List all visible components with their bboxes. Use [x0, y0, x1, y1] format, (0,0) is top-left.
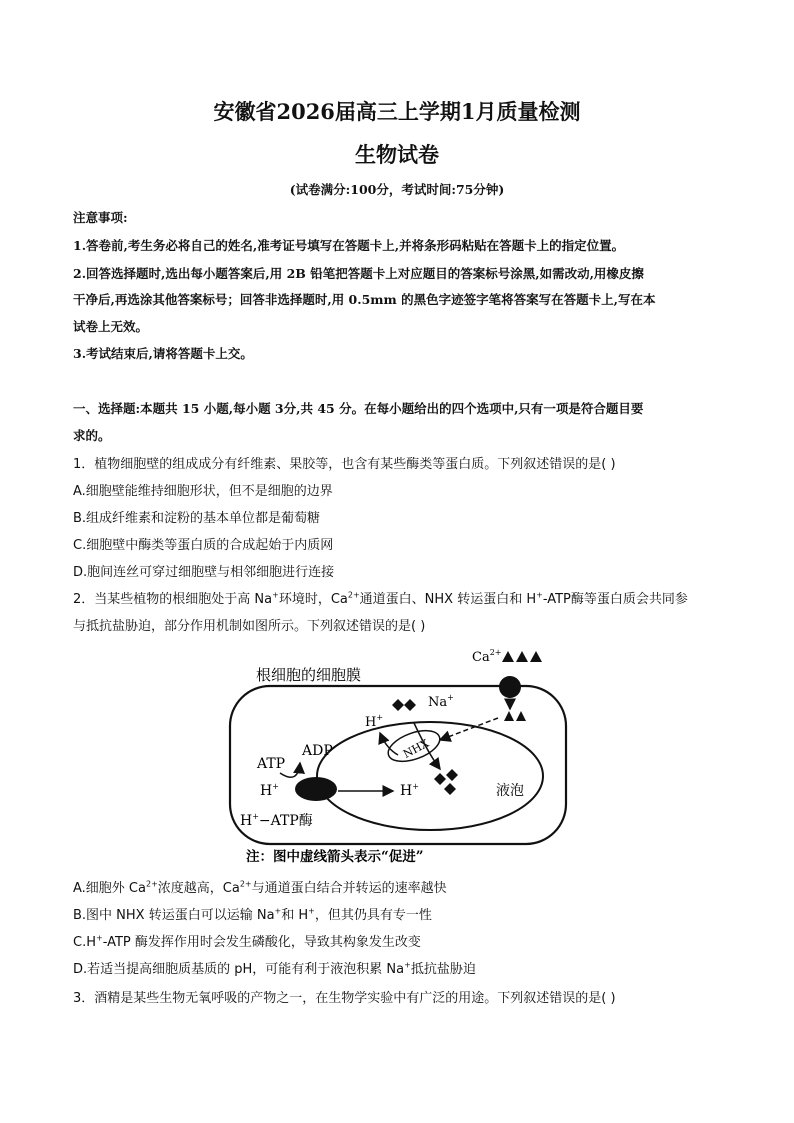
na-ions-vacuole — [434, 769, 458, 795]
h-atpase-protein — [295, 777, 337, 801]
ca-channel-protein — [499, 676, 521, 698]
h-ion-left-label: H+ — [260, 782, 279, 799]
ca-ions-inside — [504, 711, 526, 721]
note-2-line-1: 2.回答选择题时,选出每小题答案后,用 2B 铅笔把答题卡上对应题目的答案标号涂黑,如需改动,用橡皮擦 — [73, 266, 644, 281]
note-3: 3.考试结束后,请将答题卡上交。 — [73, 346, 253, 361]
q1-option-a: A.细胞壁能维持细胞形状，但不是细胞的边界 — [73, 484, 333, 499]
q1-option-b: B.组成纤维素和淀粉的基本单位都是葡萄糖 — [73, 511, 321, 526]
h-ion-cytosol-label: H+ — [365, 713, 384, 730]
section-heading-line-2: 求的。 — [73, 428, 111, 443]
diagram-note: 注：图中虚线箭头表示“促进” — [246, 849, 424, 863]
membrane-label: 根细胞的细胞膜 — [256, 666, 362, 684]
note-2-line-2: 干净后,再选涂其他答案标号；回答非选择题时,用 0.5mm 的黑色字迹签字笔将答案写在答题卡上,写在本 — [73, 292, 656, 307]
exam-title: 安徽省2026届高三上学期1月质量检测 — [213, 99, 581, 124]
exam-subject: 生物试卷 — [355, 142, 439, 167]
q2-option-a: A.细胞外 $Ca^{2+}$浓度越高，$Ca^{2+}$与通道蛋白结合并转运的速率越快 — [73, 879, 447, 896]
q1-option-d: D.胞间连丝可穿过细胞壁与相邻细胞进行连接 — [73, 565, 335, 580]
vacuole-label: 液泡 — [496, 783, 524, 799]
na-label: Na+ — [428, 693, 454, 710]
q1-stem: 1．植物细胞壁的组成成分有纤维素、果胶等，也含有某些酶类等蛋白质。下列叙述错误的是( ) — [73, 457, 616, 472]
q2-option-d: D.若适当提高细胞质基质的 pH，可能有利于液泡积累 Na+抵抗盐胁迫 — [73, 960, 476, 977]
na-ions-cytosol — [392, 699, 416, 711]
q2-stem-line-2: 与抵抗盐胁迫，部分作用机制如图所示。下列叙述错误的是( ) — [73, 619, 426, 634]
note-1: 1.答卷前,考生务必将自己的姓名,准考证号填写在答题卡上,并将条形码粘贴在答题卡上的指定位置。 — [73, 238, 625, 253]
q2-option-c: C.H+-ATP 酶发挥作用时会发生磷酸化，导致其构象发生改变 — [73, 933, 421, 950]
notes-heading: 注意事项: — [73, 210, 128, 225]
adp-label: ADP — [302, 743, 333, 759]
ca-ions-outside — [502, 651, 542, 662]
cell-membrane-diagram — [228, 643, 578, 863]
q2-option-b: B.图中 NHX 转运蛋白可以运输 Na+和 H+，但其仍具有专一性 — [73, 906, 432, 923]
atp-label: ATP — [257, 756, 286, 772]
q1-option-c: C.细胞壁中酶类等蛋白质的合成起始于内质网 — [73, 538, 334, 553]
h-atpase-label: H+−ATP酶 — [240, 812, 313, 829]
q2-stem-line-1: 2．当某些植物的根细胞处于高 Na+环境时，$Ca^{2+}$通道蛋白、NHX 转运蛋白和 H+-ATP酶等蛋白质会共同参 — [73, 590, 688, 607]
exam-meta: (试卷满分:100分，考试时间:75分钟) — [289, 182, 505, 197]
q3-stem: 3．酒精是某些生物无氧呼吸的产物之一，在生物学实验中有广泛的用途。下列叙述错误的是( ) — [73, 991, 616, 1006]
ca-ion-label: $Ca^{2+}$ — [472, 648, 502, 665]
section-heading-line-1: 一、选择题:本题共 15 小题,每小题 3分,共 45 分。在每小题给出的四个选项中,只有一项是符合题目要 — [73, 401, 644, 416]
note-2-line-3: 试卷上无效。 — [73, 319, 149, 334]
h-ion-vacuole-label: H+ — [400, 782, 419, 799]
nhx-label: NHX — [401, 736, 432, 761]
